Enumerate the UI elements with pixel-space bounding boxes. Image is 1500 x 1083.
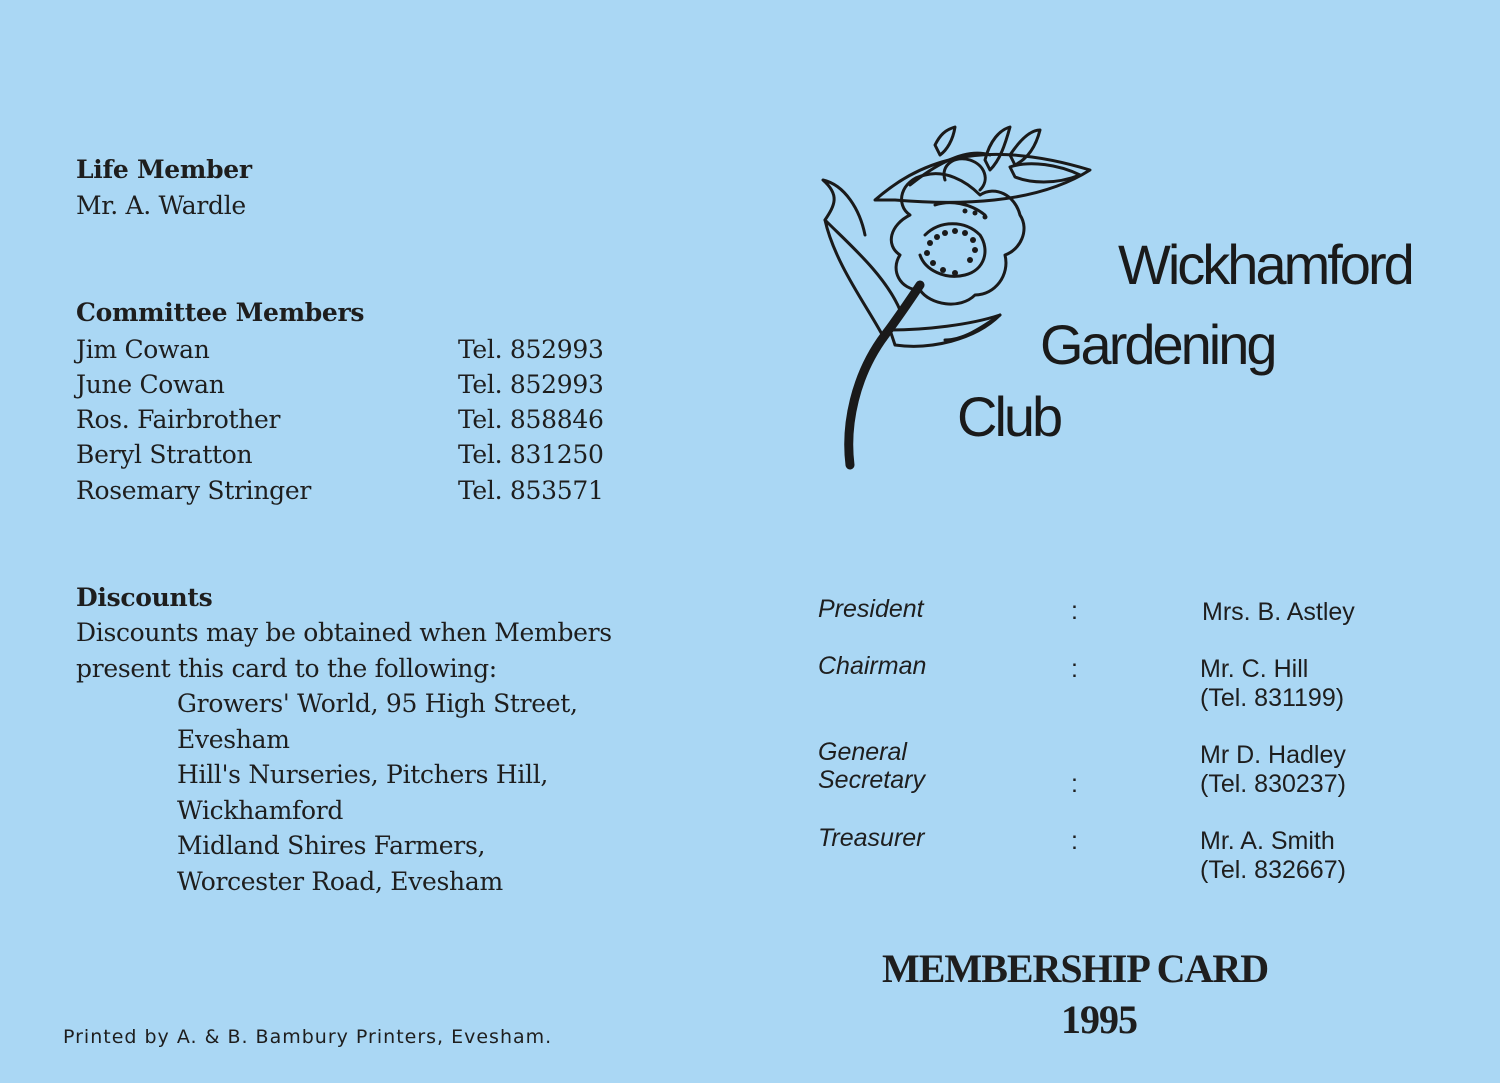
- committee-member-name: Jim Cowan: [76, 335, 210, 364]
- membership-card-title: MEMBERSHIP CARD: [882, 946, 1269, 991]
- life-member-heading: Life Member: [76, 155, 252, 184]
- officer-colon: :: [1071, 597, 1078, 625]
- committee-member-name: June Cowan: [76, 370, 225, 399]
- officer-colon: :: [1071, 827, 1078, 855]
- committee-member-tel: Tel. 853571: [458, 476, 604, 505]
- committee-member-name: Beryl Stratton: [76, 440, 253, 469]
- discounts-intro-line: Discounts may be obtained when Members: [76, 618, 612, 647]
- officer-name: Mrs. B. Astley: [1202, 598, 1355, 626]
- club-name-line1: Wickhamford: [1118, 233, 1412, 296]
- officer-tel: (Tel. 831199): [1200, 684, 1345, 712]
- officer-name: Mr. C. Hill: [1200, 655, 1309, 683]
- club-name-line3: Club: [957, 385, 1061, 448]
- discount-shop-line: Growers' World, 95 High Street,: [177, 689, 578, 718]
- committee-member-tel: Tel. 858846: [458, 405, 604, 434]
- officer-tel: (Tel. 830237): [1200, 770, 1346, 798]
- discount-shop-line: Hill's Nurseries, Pitchers Hill,: [177, 760, 549, 789]
- officer-role: Treasurer: [818, 824, 925, 852]
- printer-credit: Printed by A. & B. Bambury Printers, Evesham.: [63, 1026, 553, 1048]
- officer-name: Mr D. Hadley: [1200, 741, 1346, 769]
- club-name-line2: Gardening: [1040, 313, 1275, 376]
- officer-name: Mr. A. Smith: [1200, 827, 1335, 855]
- officer-role: President: [818, 595, 924, 623]
- discount-shop-line: Evesham: [177, 725, 290, 754]
- committee-member-tel: Tel. 831250: [458, 440, 604, 469]
- committee-member-name: Ros. Fairbrother: [76, 405, 281, 434]
- committee-member-tel: Tel. 852993: [458, 335, 604, 364]
- life-member-name: Mr. A. Wardle: [76, 191, 246, 220]
- officer-role: General: [818, 738, 907, 766]
- officer-colon: :: [1071, 655, 1078, 683]
- discount-shop-line: Worcester Road, Evesham: [177, 867, 503, 896]
- officer-role: Secretary: [818, 766, 925, 794]
- committee-member-tel: Tel. 852993: [458, 370, 604, 399]
- discounts-heading: Discounts: [76, 583, 213, 612]
- committee-member-name: Rosemary Stringer: [76, 476, 312, 505]
- discount-shop-line: Wickhamford: [177, 796, 344, 825]
- officer-tel: (Tel. 832667): [1200, 856, 1346, 884]
- membership-year: 1995: [1061, 997, 1137, 1042]
- officer-colon: :: [1071, 770, 1078, 798]
- officer-role: Chairman: [818, 652, 927, 680]
- committee-heading: Committee Members: [76, 298, 365, 327]
- discount-shop-line: Midland Shires Farmers,: [177, 831, 486, 860]
- discounts-intro-line: present this card to the following:: [76, 654, 497, 683]
